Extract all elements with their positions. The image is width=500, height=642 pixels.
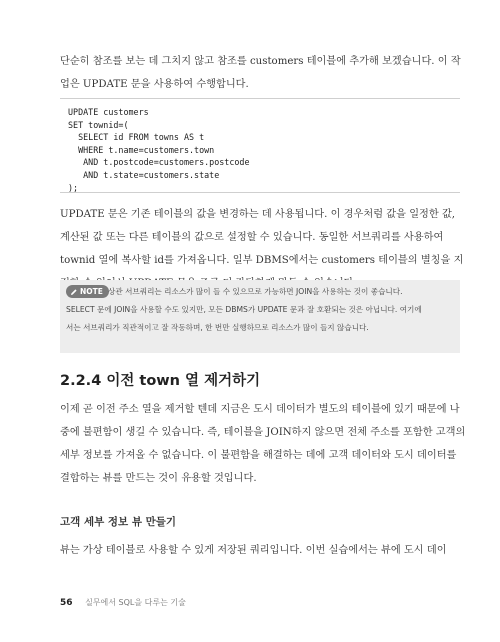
paragraph-update-intro bbox=[60, 50, 461, 96]
paragraph-view-intro bbox=[60, 539, 452, 562]
code-line: AND t.state=customers.state bbox=[68, 169, 220, 180]
text-line: 단순히 참조를 보는 데 그치지 않고 참조를 customers 테이블에 추가해 보겠습니다. 이 작 bbox=[60, 56, 461, 67]
note-text bbox=[66, 283, 450, 337]
text-line: 뷰는 가상 테이블로 사용할 수 있게 저장된 쿼리입니다. 이번 실습에서는 뷰에 도시 데이 bbox=[60, 545, 447, 556]
text-line: townid 열에 복사할 id를 가져옵니다. 일부 DBMS에서는 customers 테이블의 별칭을 지 bbox=[60, 255, 464, 266]
code-line: AND t.postcode=customers.postcode bbox=[68, 157, 250, 168]
page-footer bbox=[60, 597, 186, 608]
note-line: 상관 서브쿼리는 리소스가 많이 들 수 있으므로 가능하면 JOIN을 사용하는 것이 좋습니다. bbox=[108, 287, 403, 296]
code-line: ); bbox=[68, 182, 79, 193]
text-line: 업은 UPDATE 문을 사용하여 수행합니다. bbox=[60, 79, 249, 90]
page-number: 56 bbox=[60, 598, 73, 608]
paragraph-remove-town bbox=[60, 398, 466, 490]
code-line: SELECT id FROM towns AS t bbox=[68, 132, 205, 143]
code-line: WHERE t.name=customers.town bbox=[68, 144, 215, 155]
text-line: UPDATE 문은 기존 테이블의 값을 변경하는 데 사용됩니다. 이 경우처럼 값을 일정한 값, bbox=[60, 209, 456, 220]
subheading: 고객 세부 정보 뷰 만들기 bbox=[60, 516, 177, 528]
text-line: 세부 정보를 가져올 수 없습니다. 이 불편함을 해결하는 데에 고객 데이터와 도시 데이터를 bbox=[60, 450, 457, 461]
text-line: 중에 불편함이 생길 수 있습니다. 즉, 테이블을 JOIN하지 않으면 전체 주소를 포함한 고객의 bbox=[60, 427, 466, 438]
section-heading: 2.2.4 이전 town 열 제거하기 bbox=[60, 373, 261, 389]
sql-code bbox=[68, 106, 250, 194]
text-line: 결합하는 뷰를 만드는 것이 유용할 것입니다. bbox=[60, 473, 257, 484]
book-title: 실무에서 SQL을 다루는 기술 bbox=[85, 598, 186, 607]
code-line: UPDATE customers bbox=[68, 107, 149, 117]
note-line: 서는 서브쿼리가 직관적이고 잘 작동하며, 한 번만 실행하므로 리소스가 많이 들지 않습니다. bbox=[66, 323, 369, 332]
note-badge-label: NOTE bbox=[80, 287, 103, 296]
note-line: SELECT 문에 JOIN을 사용할 수도 있지만, 모든 DBMS가 UPDATE 문과 잘 호환되는 것은 아닙니다. 여기에 bbox=[66, 305, 422, 314]
text-line: 이제 곧 이전 주소 열을 제거할 텐데 지금은 도시 데이터가 별도의 테이블에 있기 때문에 나 bbox=[60, 404, 460, 415]
text-line: 계산된 값 또는 다른 테이블의 값으로 설정할 수 있습니다. 동일한 서브쿼리를 사용하여 bbox=[60, 232, 444, 243]
code-line: SET townid=( bbox=[68, 119, 129, 130]
